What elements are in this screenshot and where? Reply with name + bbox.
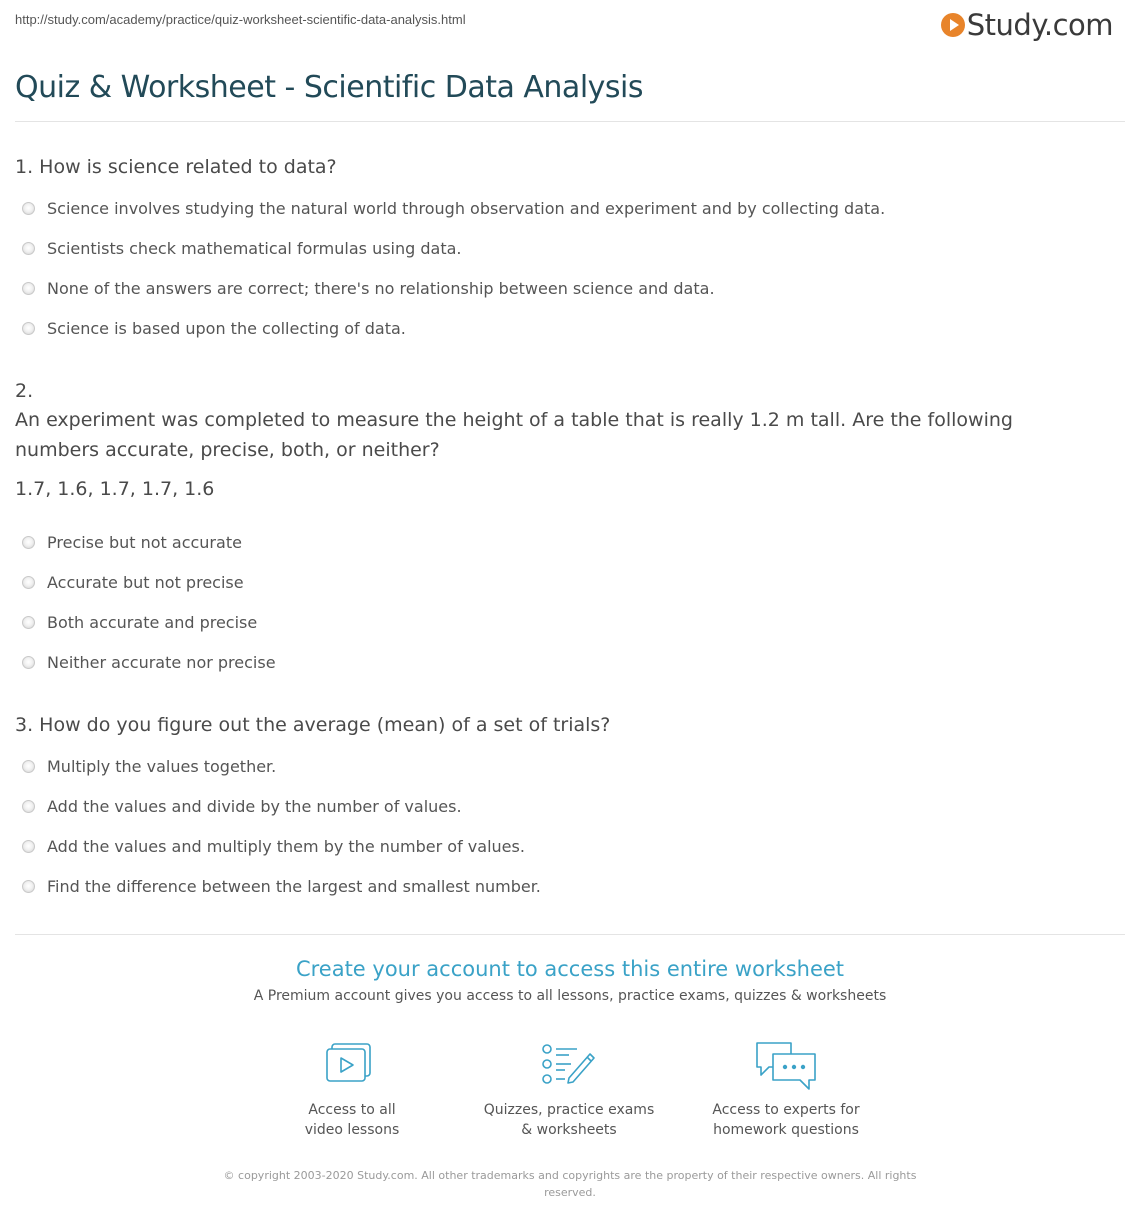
option-label: Neither accurate nor precise <box>47 652 276 672</box>
quiz-checklist-icon <box>539 1040 599 1088</box>
question-2-data: 1.7, 1.6, 1.7, 1.7, 1.6 <box>15 478 215 500</box>
radio-button[interactable] <box>22 576 35 589</box>
copyright-footer: © copyright 2003-2020 Study.com. All other trademarks and copyrights are the property of their respective owners. All rights reserved. <box>223 1169 917 1199</box>
question-2-option-4[interactable] <box>22 652 276 672</box>
play-circle-icon <box>941 13 965 37</box>
option-label: Multiply the values together. <box>47 756 277 776</box>
chat-bubbles-icon <box>753 1040 819 1092</box>
radio-button[interactable] <box>22 202 35 215</box>
page-title: Quiz & Worksheet - Scientific Data Analysis <box>15 70 643 105</box>
question-2-option-1[interactable] <box>22 532 242 552</box>
feature-label-line2: video lessons <box>304 1122 400 1138</box>
question-3-option-4[interactable] <box>22 876 541 896</box>
study-logo[interactable] <box>941 8 1113 42</box>
radio-button[interactable] <box>22 282 35 295</box>
option-label: Precise but not accurate <box>47 532 242 552</box>
question-2-text: An experiment was completed to measure the height of a table that is really 1.2 m tall. Are the following numbers accurate, precise, both, or neither? <box>15 409 1013 461</box>
video-lessons-icon <box>322 1040 382 1088</box>
feature-label-line2: homework questions <box>713 1122 859 1138</box>
option-label: Add the values and divide by the number of values. <box>47 796 462 816</box>
title-divider <box>15 121 1125 122</box>
question-3-text: 3. How do you figure out the average (mean) of a set of trials? <box>15 714 611 736</box>
option-label: Science is based upon the collecting of data. <box>47 318 406 338</box>
cta-divider <box>15 934 1125 935</box>
feature-label-line1: Access to all <box>308 1102 396 1118</box>
radio-button[interactable] <box>22 656 35 669</box>
cta-subtitle: A Premium account gives you access to all lessons, practice exams, quizzes & worksheets <box>253 988 887 1004</box>
radio-button[interactable] <box>22 760 35 773</box>
feature-label-line1: Access to experts for <box>712 1102 860 1118</box>
logo-text: Study.com <box>966 8 1113 42</box>
option-label: None of the answers are correct; there's no relationship between science and data. <box>47 278 715 298</box>
question-1-text: 1. How is science related to data? <box>15 156 337 178</box>
option-label: Find the difference between the largest and smallest number. <box>47 876 541 896</box>
radio-button[interactable] <box>22 840 35 853</box>
option-label: Science involves studying the natural world through observation and experiment and by collecting data. <box>47 198 886 218</box>
radio-button[interactable] <box>22 536 35 549</box>
radio-button[interactable] <box>22 880 35 893</box>
radio-button[interactable] <box>22 242 35 255</box>
question-3-option-2[interactable] <box>22 796 462 816</box>
option-label: Scientists check mathematical formulas using data. <box>47 238 462 258</box>
page-header <box>15 0 1125 48</box>
question-3-option-3[interactable] <box>22 836 525 856</box>
question-3-option-1[interactable] <box>22 756 276 776</box>
feature-quizzes <box>469 1040 669 1140</box>
option-label: Both accurate and precise <box>47 612 258 632</box>
question-2-option-2[interactable] <box>22 572 244 592</box>
option-label: Add the values and multiply them by the number of values. <box>47 836 525 856</box>
feature-video-lessons <box>252 1040 452 1140</box>
cta-title-link[interactable]: Create your account to access this entire worksheet <box>295 957 845 981</box>
feature-label-line1: Quizzes, practice exams <box>483 1102 655 1118</box>
question-2-number: 2. <box>15 380 34 402</box>
question-1-option-4[interactable] <box>22 318 406 338</box>
option-label: Accurate but not precise <box>47 572 244 592</box>
question-1-option-2[interactable] <box>22 238 462 258</box>
question-1-option-3[interactable] <box>22 278 715 298</box>
radio-button[interactable] <box>22 800 35 813</box>
feature-experts <box>686 1040 886 1140</box>
page-url: http://study.com/academy/practice/quiz-worksheet-scientific-data-analysis.html <box>15 12 466 27</box>
feature-label-line2: & worksheets <box>521 1122 617 1138</box>
question-2-option-3[interactable] <box>22 612 257 632</box>
radio-button[interactable] <box>22 616 35 629</box>
question-1-option-1[interactable] <box>22 198 885 218</box>
radio-button[interactable] <box>22 322 35 335</box>
